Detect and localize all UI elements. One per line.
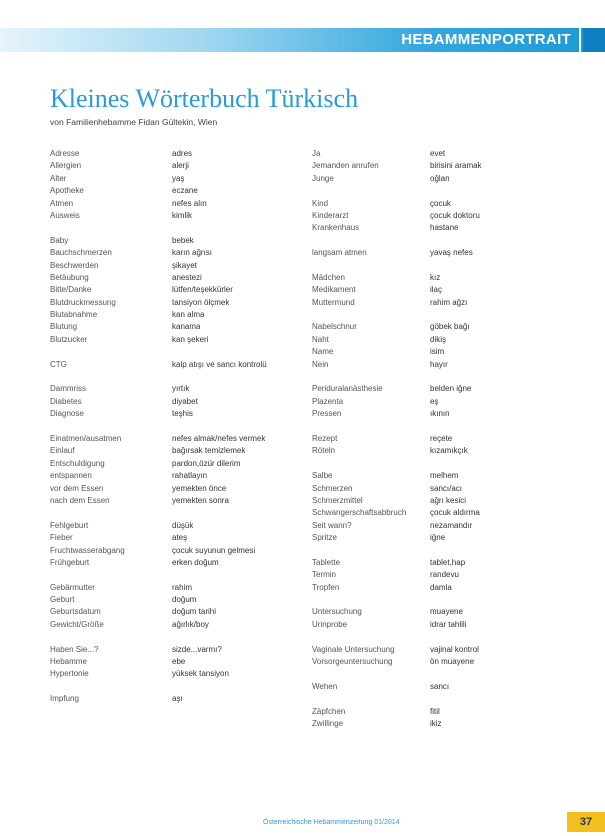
turkish-term: alerji [172,161,189,171]
turkish-term: ilaç [430,285,443,295]
turkish-term: göbek bağı [430,322,470,332]
german-term: Geburtsdatum [50,607,101,617]
turkish-term: sizde...varmı? [172,644,222,654]
german-term: Zäpfchen [312,706,346,716]
german-term: langsam atmen [312,248,367,258]
turkish-term: rahim ağzı [430,297,468,307]
german-term: Nein [312,359,329,369]
german-term: Baby [50,235,69,245]
glossary-entry [312,483,567,495]
turkish-term: doğum [172,595,197,605]
german-term: Seit wann? [312,520,352,530]
german-term: Adresse [50,149,80,158]
glossary-entry [50,185,305,197]
glossary-entry [312,148,567,160]
glossary-entry [312,284,567,296]
glossary-entry [50,520,305,532]
glossary-entry [312,520,567,532]
german-term: Plazenta [312,396,344,406]
glossary-entry [50,668,305,680]
glossary-entry [50,321,305,333]
german-term: Hebamme [50,657,87,667]
turkish-term: çocuk doktoru [430,210,480,220]
glossary-entry [50,297,305,309]
german-term: Fehlgeburt [50,520,89,530]
german-term: Salbe [312,471,333,481]
section-label: HEBAMMENPORTRAIT [401,31,571,48]
turkish-term: vajinal kontrol [430,644,479,654]
turkish-term: kan şekeri [172,334,209,344]
entry-spacer [312,371,567,383]
glossary-entry [50,693,305,705]
glossary-entry [50,408,305,420]
glossary-entry [312,507,567,519]
german-term: Medikament [312,285,356,295]
banner-divider [579,28,581,52]
glossary-entry [312,222,567,234]
glossary-entry [312,445,567,457]
german-term: Kind [312,198,329,208]
german-term: Nabelschnur [312,322,357,332]
german-term: Hypertonie [50,669,89,679]
turkish-term: fitil [430,706,440,716]
glossary-left-column [50,148,305,706]
german-term: Krankenhaus [312,223,360,233]
glossary-entry [50,433,305,445]
german-term: Schmerzen [312,483,353,493]
entry-spacer [312,185,567,197]
glossary-entry [50,272,305,284]
german-term: Gewicht/Größe [50,619,104,629]
entry-spacer [50,681,305,693]
glossary-entry [312,198,567,210]
glossary-entry [50,458,305,470]
turkish-term: karın ağrısı [172,248,213,258]
glossary-entry [50,644,305,656]
turkish-term: çocuk suyunun gelmesi [172,545,256,555]
turkish-term: kan alma [172,310,205,320]
turkish-term: kızamıkçık [430,446,468,456]
german-term: Termin [312,570,337,580]
german-term: Diabetes [50,396,82,406]
glossary-entry [50,483,305,495]
entry-spacer [50,569,305,581]
turkish-term: çocuk [430,198,451,208]
german-term: Atmen [50,198,74,208]
turkish-term: ıkının [430,409,450,419]
german-term: Impfung [50,694,79,704]
glossary-entry [312,359,567,371]
glossary-entry [50,532,305,544]
glossary-entry [312,681,567,693]
german-term: Bauchschmerzen [50,248,112,258]
turkish-term: muayene [430,607,463,617]
german-term: Frühgeburt [50,557,90,567]
turkish-term: dikiş [430,334,447,344]
entry-spacer [50,222,305,234]
glossary-entry [312,644,567,656]
entry-spacer [50,371,305,383]
german-term: Name [312,347,334,357]
glossary-entry [50,606,305,618]
glossary-entry [50,582,305,594]
glossary-entry [50,235,305,247]
glossary-entry [312,173,567,185]
turkish-term: tablet,hap [430,557,466,567]
german-term: Entschuldigung [50,458,105,468]
turkish-term: adres [172,149,193,158]
turkish-term: ağırlık/boy [172,619,209,629]
glossary-entry [312,495,567,507]
glossary-entry [312,396,567,408]
glossary-entry [50,334,305,346]
entry-spacer [312,458,567,470]
german-term: Muttermund [312,297,355,307]
turkish-term: ebe [172,657,186,667]
german-term: Gebärmutter [50,582,95,592]
turkish-term: pardon,özür dilerim [172,458,241,468]
turkish-term: yüksek tansiyon [172,669,229,679]
turkish-term: düşük [172,520,194,530]
turkish-term: ön muayene [430,657,475,667]
turkish-term: hayır [430,359,448,369]
glossary-entry [312,160,567,172]
german-term: Mädchen [312,272,345,282]
glossary-entry [312,532,567,544]
glossary-entry [50,619,305,631]
german-term: CTG [50,359,67,369]
entry-spacer [312,631,567,643]
entry-spacer [312,693,567,705]
glossary-entry [50,160,305,172]
entry-spacer [50,507,305,519]
turkish-term: sancı [430,681,450,691]
turkish-term: oğlan [430,173,450,183]
turkish-term: teşhis [172,409,193,419]
glossary-entry [312,383,567,395]
glossary-entry [50,210,305,222]
turkish-term: nefes alın [172,198,207,208]
entry-spacer [312,545,567,557]
turkish-term: idrar tahlili [430,619,467,629]
glossary-entry [312,297,567,309]
german-term: Kinderarzt [312,210,349,220]
banner-end-block [583,28,605,52]
turkish-term: aşı [172,694,183,704]
glossary-entry [312,247,567,259]
german-term: Jemanden anrufen [312,161,379,171]
german-term: Naht [312,334,329,344]
german-term: Ja [312,149,321,158]
turkish-term: yemekten önce [172,483,227,493]
turkish-term: nezamandır [430,520,473,530]
page-number: 37 [567,812,605,832]
german-term: Fieber [50,533,73,543]
glossary-entry [50,383,305,395]
entry-spacer [312,260,567,272]
glossary-entry [50,445,305,457]
turkish-term: erken doğum [172,557,219,567]
german-term: Apotheke [50,186,84,196]
glossary-entry [50,260,305,272]
glossary-entry [312,321,567,333]
german-term: Spritze [312,533,337,543]
glossary-entry [312,210,567,222]
german-term: Tropfen [312,582,340,592]
entry-spacer [50,631,305,643]
glossary-entry [50,470,305,482]
turkish-term: birisini aramak [430,161,482,171]
glossary-entry [312,272,567,284]
turkish-term: ağrı kesici [430,495,467,505]
turkish-term: şikayet [172,260,197,270]
glossary-entry [312,706,567,718]
glossary-entry [312,582,567,594]
glossary-entry [312,346,567,358]
german-term: Pressen [312,409,342,419]
glossary-entry [312,433,567,445]
turkish-term: diyabet [172,396,198,406]
turkish-term: tansiyon ölçmek [172,297,230,307]
section-banner [0,28,605,52]
german-term: Vorsorgeuntersuchung [312,657,393,667]
turkish-term: reçete [430,433,453,443]
turkish-term: sancı/acı [430,483,463,493]
glossary-entry [312,470,567,482]
glossary-entry [50,359,305,371]
turkish-term: kız [430,272,441,282]
turkish-term: yaş [172,173,185,183]
entry-spacer [312,309,567,321]
glossary-entry [50,173,305,185]
author-line: von Familienhebamme Fidan Gültekin, Wien [50,117,218,127]
german-term: Beschwerden [50,260,99,270]
german-term: Rezept [312,433,338,443]
entry-spacer [50,346,305,358]
german-term: entspannen [50,471,92,481]
german-term: Untersuchung [312,607,362,617]
turkish-term: lütfen/teşekkürler [172,285,233,295]
glossary-entry [50,396,305,408]
german-term: Blutdruckmessung [50,297,116,307]
glossary-entry [312,619,567,631]
glossary-entry [50,557,305,569]
turkish-term: randevu [430,570,459,580]
german-term: Vaginale Untersuchung [312,644,395,654]
turkish-term: doğum tarihi [172,607,217,617]
turkish-term: rahim [172,582,193,592]
turkish-term: bebek [172,235,194,245]
entry-spacer [312,235,567,247]
glossary-entry [50,284,305,296]
german-term: Blutzucker [50,334,88,344]
glossary-entry [312,408,567,420]
turkish-term: rahatlayın [172,471,208,481]
glossary-entry [312,656,567,668]
german-term: Allergien [50,161,82,171]
turkish-term: nefes almak/nefes vermek [172,433,266,443]
glossary-entry [312,569,567,581]
entry-spacer [312,421,567,433]
german-term: vor dem Essen [50,483,104,493]
german-term: Blutabnahme [50,310,98,320]
german-term: Fruchtwasserabgang [50,545,125,555]
glossary-entry [50,148,305,160]
german-term: Zwillinge [312,718,344,728]
page-title: Kleines Wörterbuch Türkisch [50,84,359,113]
german-term: Geburt [50,595,75,605]
glossary-entry [50,247,305,259]
turkish-term: ateş [172,533,188,543]
turkish-term: evet [430,149,446,158]
turkish-term: eş [430,396,439,406]
german-term: Haben Sie...? [50,644,99,654]
entry-spacer [312,594,567,606]
turkish-term: yavaş nefes [430,248,473,258]
glossary-entry [50,198,305,210]
german-term: Blutung [50,322,78,332]
turkish-term: yırtık [172,384,190,394]
turkish-term: kalp atışı ve sancı kontrolü [172,359,267,369]
turkish-term: eczane [172,186,198,196]
glossary-entry [312,334,567,346]
glossary-entry [312,606,567,618]
glossary-entry [50,495,305,507]
glossary-entry [312,557,567,569]
german-term: Wehen [312,681,338,691]
german-term: Ausweis [50,210,80,220]
german-term: Röteln [312,446,336,456]
turkish-term: belden iğne [430,384,472,394]
german-term: Einatmen/ausatmen [50,433,122,443]
footer-publication: Österreichische Hebammenzeitung 01/2014 [263,819,400,826]
german-term: Schwangerschaftsabbruch [312,508,407,518]
turkish-term: hastane [430,223,459,233]
turkish-term: kanama [172,322,201,332]
german-term: Junge [312,173,334,183]
turkish-term: melhem [430,471,459,481]
entry-spacer [312,668,567,680]
glossary-right-column [312,148,567,730]
german-term: Periduralanästhesie [312,384,383,394]
turkish-term: isim [430,347,445,357]
german-term: Diagnose [50,409,84,419]
turkish-term: anestezi [172,272,202,282]
turkish-term: yemekten sonra [172,495,229,505]
german-term: Urinprobe [312,619,348,629]
german-term: Bitte/Danke [50,285,92,295]
turkish-term: iğne [430,533,446,543]
glossary-entry [50,656,305,668]
turkish-term: damla [430,582,452,592]
entry-spacer [50,421,305,433]
turkish-term: çocuk aldırma [430,508,480,518]
turkish-term: bağırsak temizlemek [172,446,246,456]
german-term: Alter [50,173,67,183]
turkish-term: ikiz [430,718,442,728]
turkish-term: kimlik [172,210,192,220]
glossary-entry [50,594,305,606]
glossary-entry [312,718,567,730]
german-term: Betäubung [50,272,89,282]
glossary-entry [50,545,305,557]
german-term: Schmerzmittel [312,495,363,505]
german-term: nach dem Essen [50,495,110,505]
glossary-entry [50,309,305,321]
german-term: Dammriss [50,384,86,394]
german-term: Tablette [312,557,341,567]
german-term: Einlauf [50,446,75,456]
